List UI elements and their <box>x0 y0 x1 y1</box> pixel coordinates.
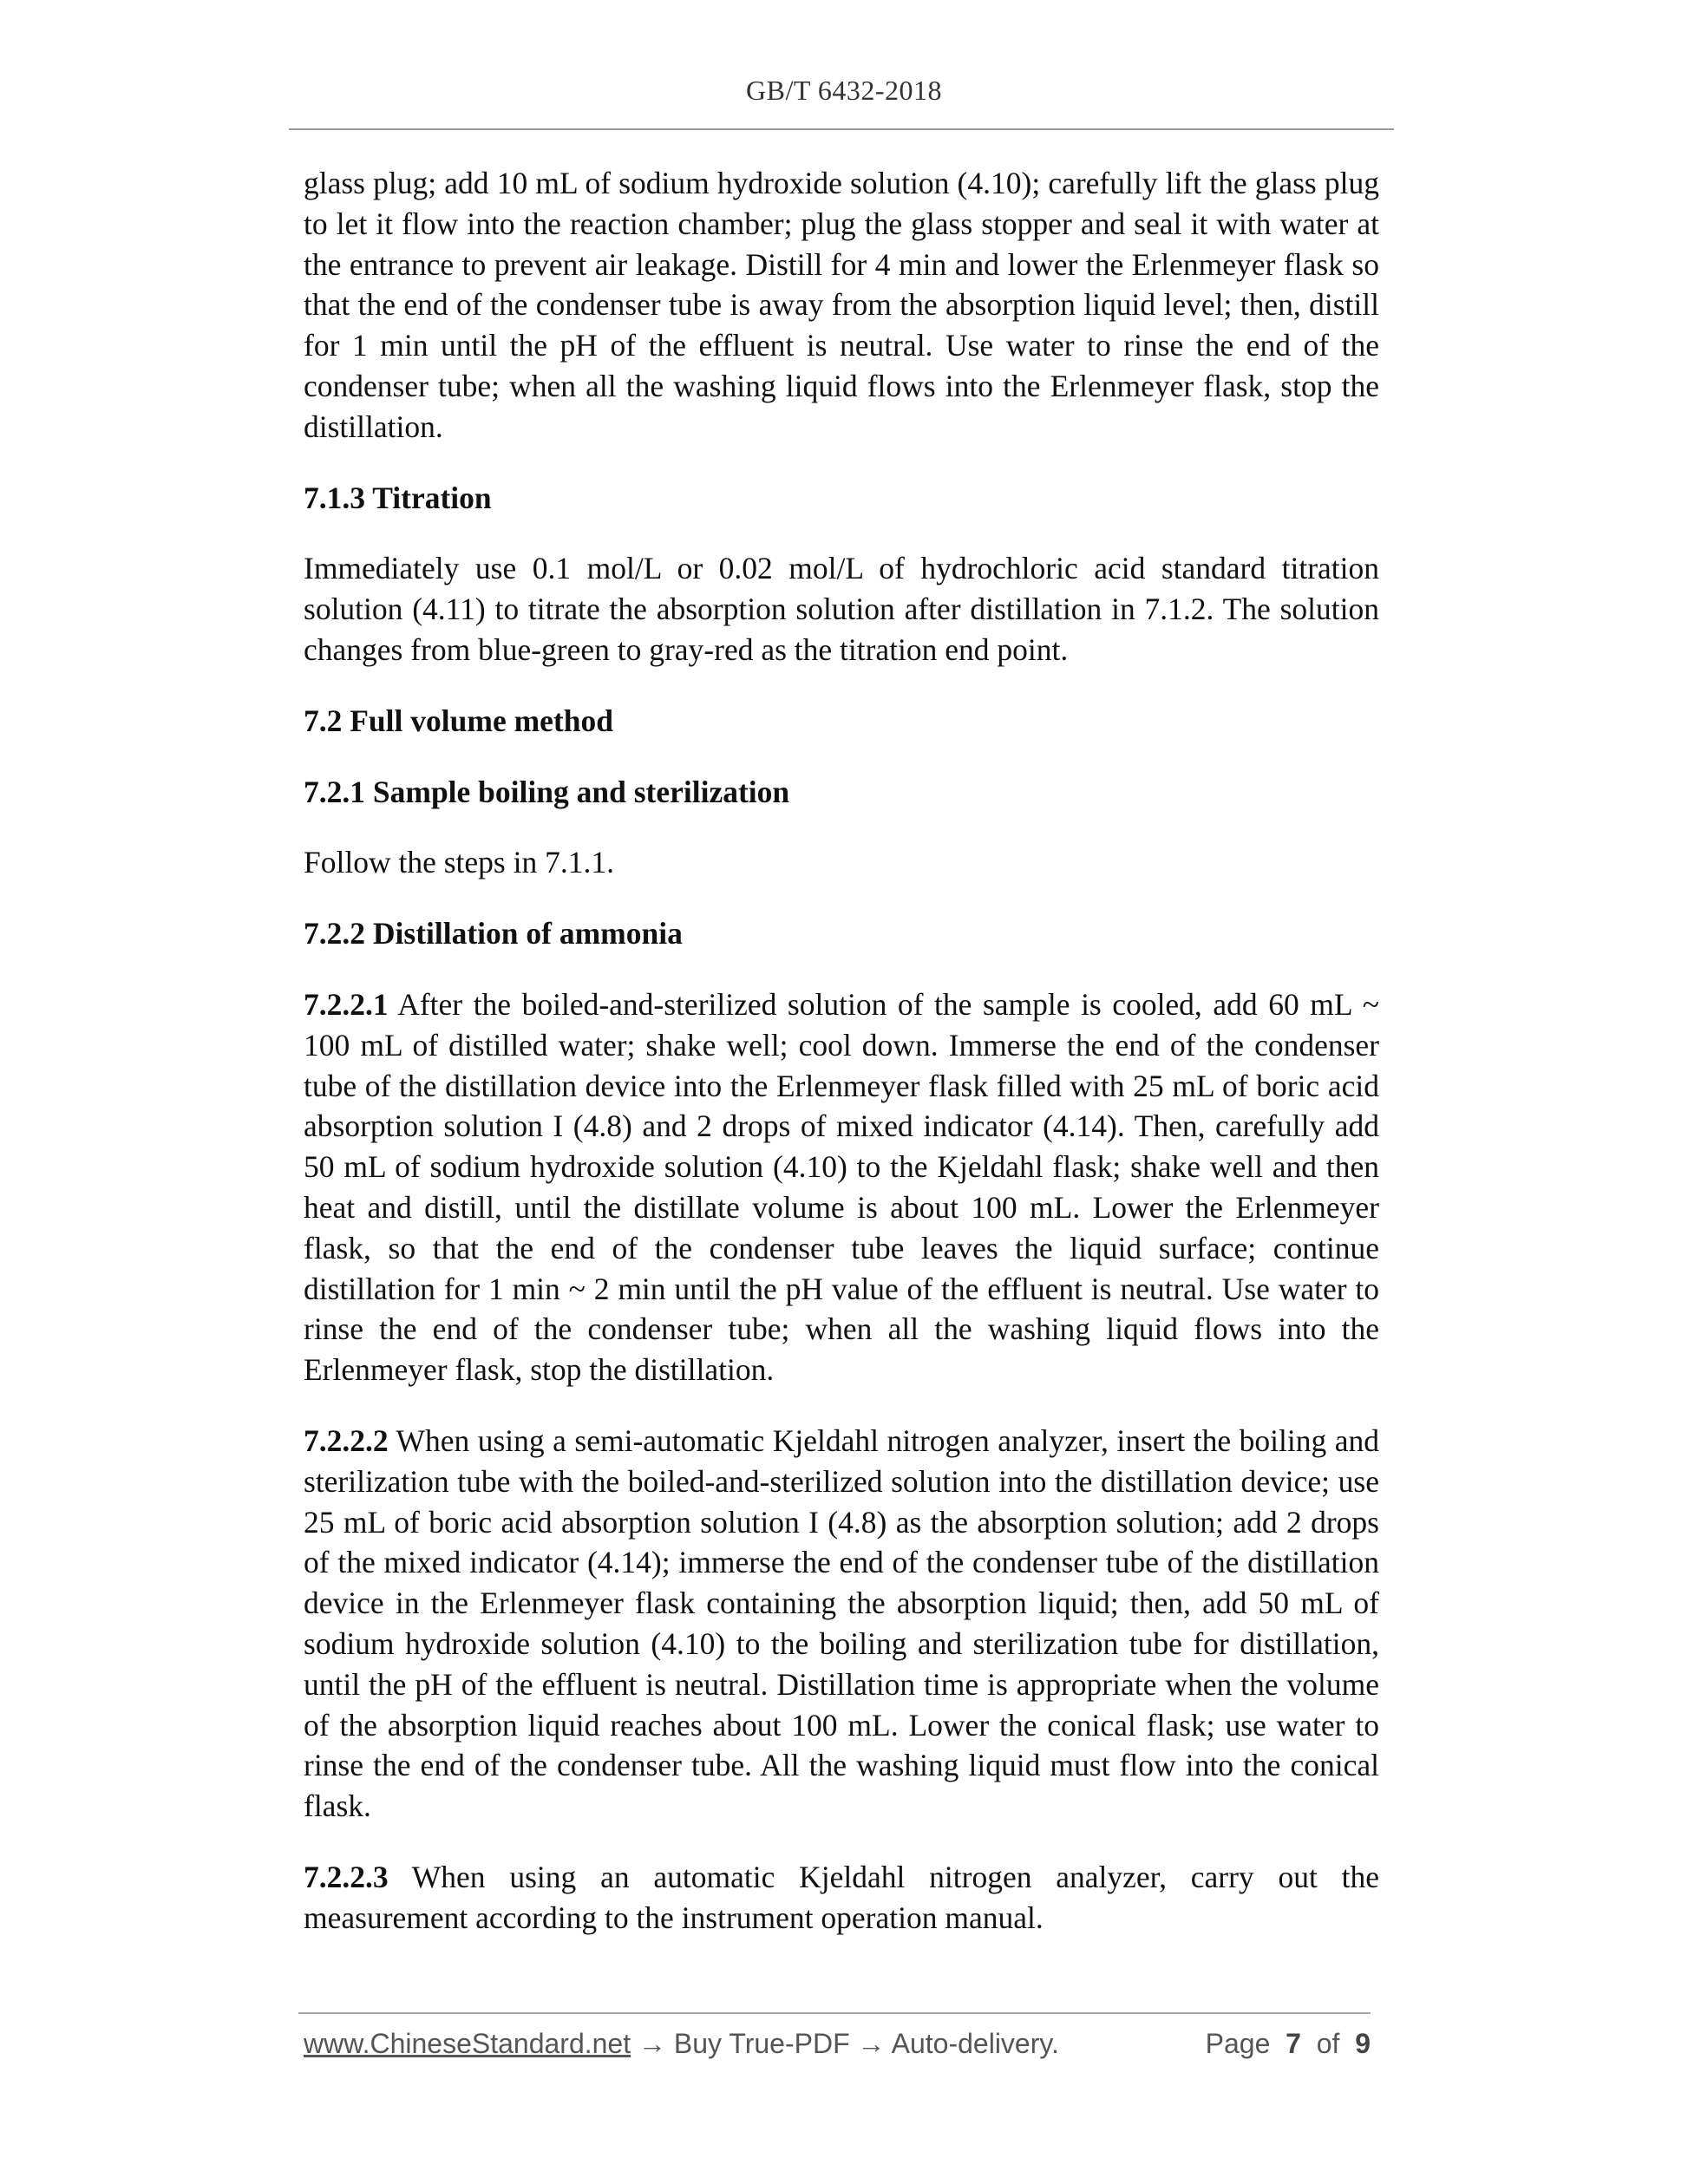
clause-number-7-2-2-3: 7.2.2.3 <box>304 1859 389 1894</box>
spacer <box>304 670 1379 701</box>
paragraph-7-2-2-1 <box>304 984 1379 1390</box>
paragraph-7-2-1: Follow the steps in 7.1.1. <box>304 845 614 880</box>
clause-number-7-2-2-1: 7.2.2.1 <box>304 986 389 1022</box>
spacer <box>304 518 1379 548</box>
footer-promo <box>304 2028 1059 2060</box>
paragraph-7-2-2-3 <box>304 1857 1379 1939</box>
header-divider <box>289 128 1394 130</box>
spacer <box>304 448 1379 478</box>
spacer <box>304 954 1379 984</box>
total-pages-number: 9 <box>1355 2028 1371 2059</box>
section-heading-7-2-1: 7.2.1 Sample boiling and sterilization <box>304 774 790 809</box>
footer-tagline: → Buy True-PDF → Auto-delivery. <box>631 2028 1059 2059</box>
clause-text-7-2-2-2: When using a semi-automatic Kjeldahl nitrogen analyzer, insert the boiling and sterilization tube with the boiled-and-sterilized solution into the distillation device; use 25 mL of boric acid absorption solution I (4.8) as the absorption solution; add 2 drops of the mixed indicator (4.14); immerse the end of the condenser tube of the distillation device in the Erlenmeyer flask containing the absorption liquid; then, add 50 mL of sodium hydroxide solution (4.10) to the boiling and sterilization tube for distillation, until the pH of the effluent is neutral. Distillation time is appropriate when the volume of the absorption liquid reaches about 100 mL. Lower the conical flask; use water to rinse the end of the condenser tube. All the washing liquid must flow into the conical flask. <box>304 1422 1379 1824</box>
section-heading-7-2: 7.2 Full volume method <box>304 703 613 738</box>
clause-text-7-2-2-1: After the boiled-and-sterilized solution of the sample is cooled, add 60 mL ~ 100 mL of distilled water; shake well; cool down. Immerse the end of the condenser tube of the distillation device into the Erlenmeyer flask filled with 25 mL of boric acid absorption solution I (4.8) and 2 drops of mixed indicator (4.14). Then, carefully add 50 mL of sodium hydroxide solution (4.10) to the Kjeldahl flask; shake well and then heat and distill, until the distillate volume is about 100 mL. Lower the Erlenmeyer flask, so that the end of the condenser tube leaves the liquid surface; continue distillation for 1 min ~ 2 min until the pH value of the effluent is neutral. Use water to rinse the end of the condenser tube; when all the washing liquid flows into the Erlenmeyer flask, stop the distillation. <box>304 986 1379 1388</box>
spacer <box>304 1827 1379 1857</box>
spacer <box>304 883 1379 913</box>
page-of-word: of <box>1316 2028 1340 2059</box>
spacer <box>304 1390 1379 1421</box>
paragraph-7-2-2-2 <box>304 1421 1379 1827</box>
footer-divider <box>298 2012 1371 2014</box>
document-header-title: GB/T 6432-2018 <box>746 75 942 106</box>
paragraph-7-1-3: Immediately use 0.1 mol/L or 0.02 mol/L of hydrochloric acid standard titration solution (4.11) to titrate the absorption solution after distillation in 7.1.2. The solution changes from blue-green to gray-red as the titration end point. <box>304 551 1379 667</box>
clause-text-7-2-2-3: When using an automatic Kjeldahl nitrogen analyzer, carry out the measurement according to the instrument operation manual. <box>304 1859 1379 1935</box>
current-page-number: 7 <box>1286 2028 1301 2059</box>
spacer <box>304 812 1379 842</box>
document-body <box>304 163 1379 1938</box>
section-heading-7-2-2: 7.2.2 Distillation of ammonia <box>304 916 683 951</box>
page-indicator <box>1206 2028 1371 2060</box>
spacer <box>304 742 1379 772</box>
clause-number-7-2-2-2: 7.2.2.2 <box>304 1422 389 1458</box>
section-heading-7-1-3: 7.1.3 Titration <box>304 480 492 515</box>
website-link[interactable]: www.ChineseStandard.net <box>304 2028 631 2059</box>
paragraph-continued: glass plug; add 10 mL of sodium hydroxide solution (4.10); carefully lift the glass plug to let it flow into the reaction chamber; plug the glass stopper and seal it with water at the entrance to prevent air leakage. Distill for 4 min and lower the Erlenmeyer flask so that the end of the condenser tube is away from the absorption liquid level; then, distill for 1 min until the pH of the effluent is neutral. Use water to rinse the end of the condenser tube; when all the washing liquid flows into the Erlenmeyer flask, stop the distillation. <box>304 166 1379 444</box>
page-footer <box>304 2028 1379 2070</box>
page-word: Page <box>1205 2028 1271 2059</box>
